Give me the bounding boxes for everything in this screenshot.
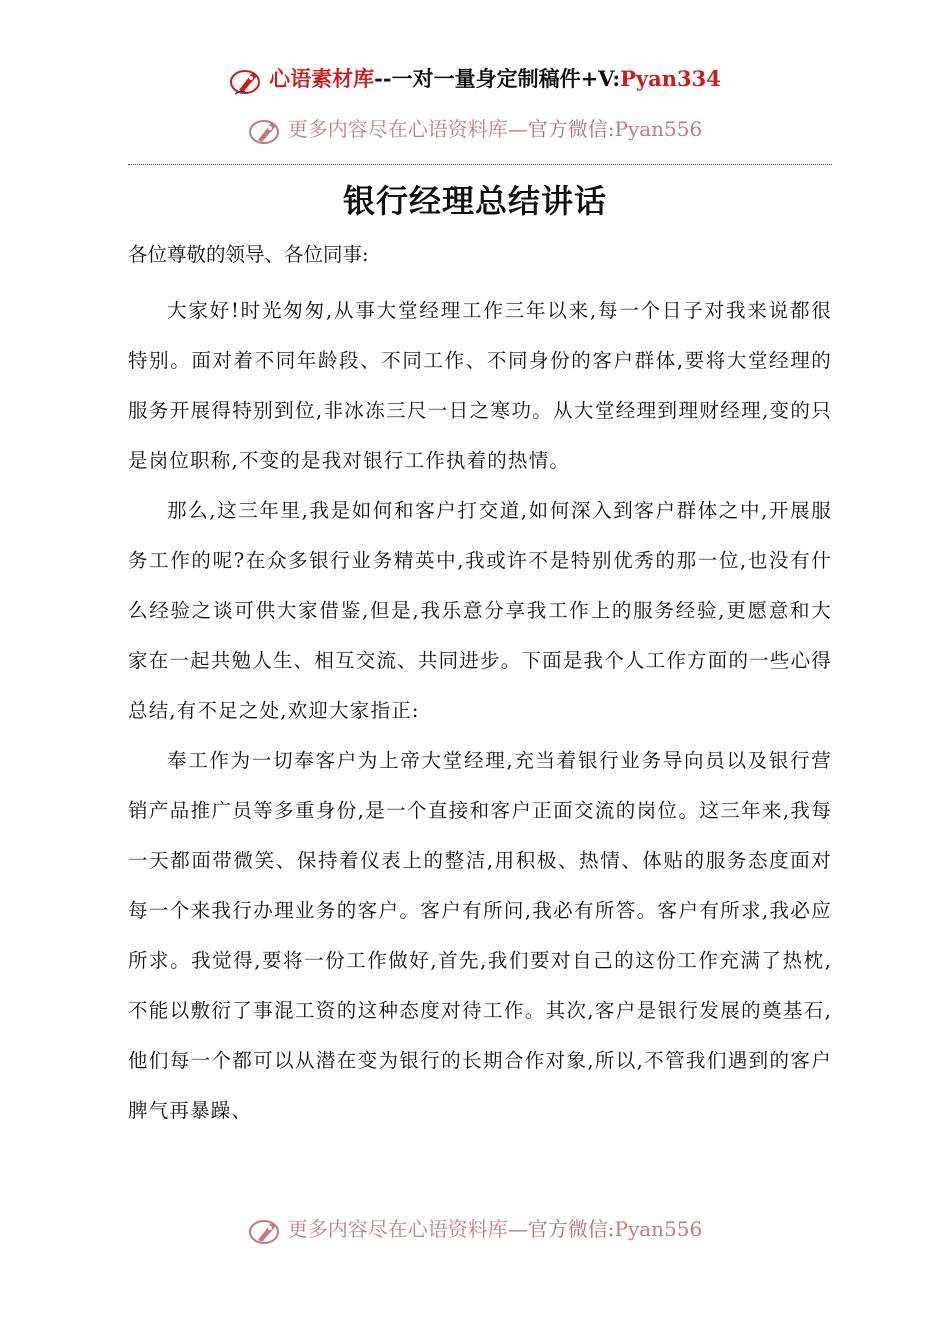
watermark-official-label: —官方微信: [507, 117, 615, 141]
watermark-more-text: 更多内容尽在心语资料库 [287, 117, 508, 141]
footer-more-text: 更多内容尽在心语资料库 [287, 1217, 508, 1241]
brand-slogan: --一对一量身定制稿件+V: [374, 66, 621, 91]
body-paragraph-1: 大家好!时光匆匆,从事大堂经理工作三年以来,每一个日子对我来说都很特别。面对着不同年龄段、不同工作、不同身份的客户群体,要将大堂经理的服务开展得特别到位,非冰冻三尺一日之寒功。从大堂经理到理财经理,变的只是岗位职称,不变的是我对银行工作执着的热情。 [128, 299, 832, 472]
brand-wechat-id: Pyan334 [620, 66, 721, 91]
header-divider [128, 164, 832, 165]
document-salutation: 各位尊敬的领导、各位同事: [128, 243, 369, 266]
watermark-official-id: Pyan556 [614, 117, 703, 141]
document-body [128, 286, 832, 1136]
document-title: 银行经理总结讲话 [342, 182, 607, 220]
pen-nib-logo-icon [248, 1214, 286, 1248]
body-paragraph-3: 奉工作为一切奉客户为上帝大堂经理,充当着银行业务导向员以及银行营销产品推广员等多重身份,是一个直接和客户正面交流的岗位。这三年来,我每一天都面带微笑、保持着仪表上的整洁,用积极、热情、体贴的服务态度面对每一个来我行办理业务的客户。客户有所问,我必有所答。客户有所求,我必应所求。我觉得,要将一份工作做好,首先,我们要对自己的这份工作充满了热枕,不能以敷衍了事混工资的这种态度对待工作。其次,客户是银行发展的奠基石,他们每一个都可以从潜在变为银行的长期合作对象,所以,不管我们遇到的客户脾气再暴躁、 [128, 749, 832, 1122]
header-brand-line [0, 62, 950, 98]
pen-nib-logo-icon [229, 64, 267, 98]
footer-official-label: —官方微信: [507, 1217, 615, 1241]
brand-name: 心语素材库 [269, 66, 375, 91]
header-watermark-line [0, 112, 950, 148]
pen-nib-logo-icon [248, 114, 286, 148]
footer-official-id: Pyan556 [614, 1217, 703, 1241]
body-paragraph-2: 那么,这三年里,我是如何和客户打交道,如何深入到客户群体之中,开展服务工作的呢?在众多银行业务精英中,我或许不是特别优秀的那一位,也没有什么经验之谈可供大家借鉴,但是,我乐意分享我工作上的服务经验,更愿意和大家在一起共勉人生、相互交流、共同进步。下面是我个人工作方面的一些心得总结,有不足之处,欢迎大家指正: [128, 499, 832, 722]
footer-watermark-line [0, 1212, 950, 1248]
